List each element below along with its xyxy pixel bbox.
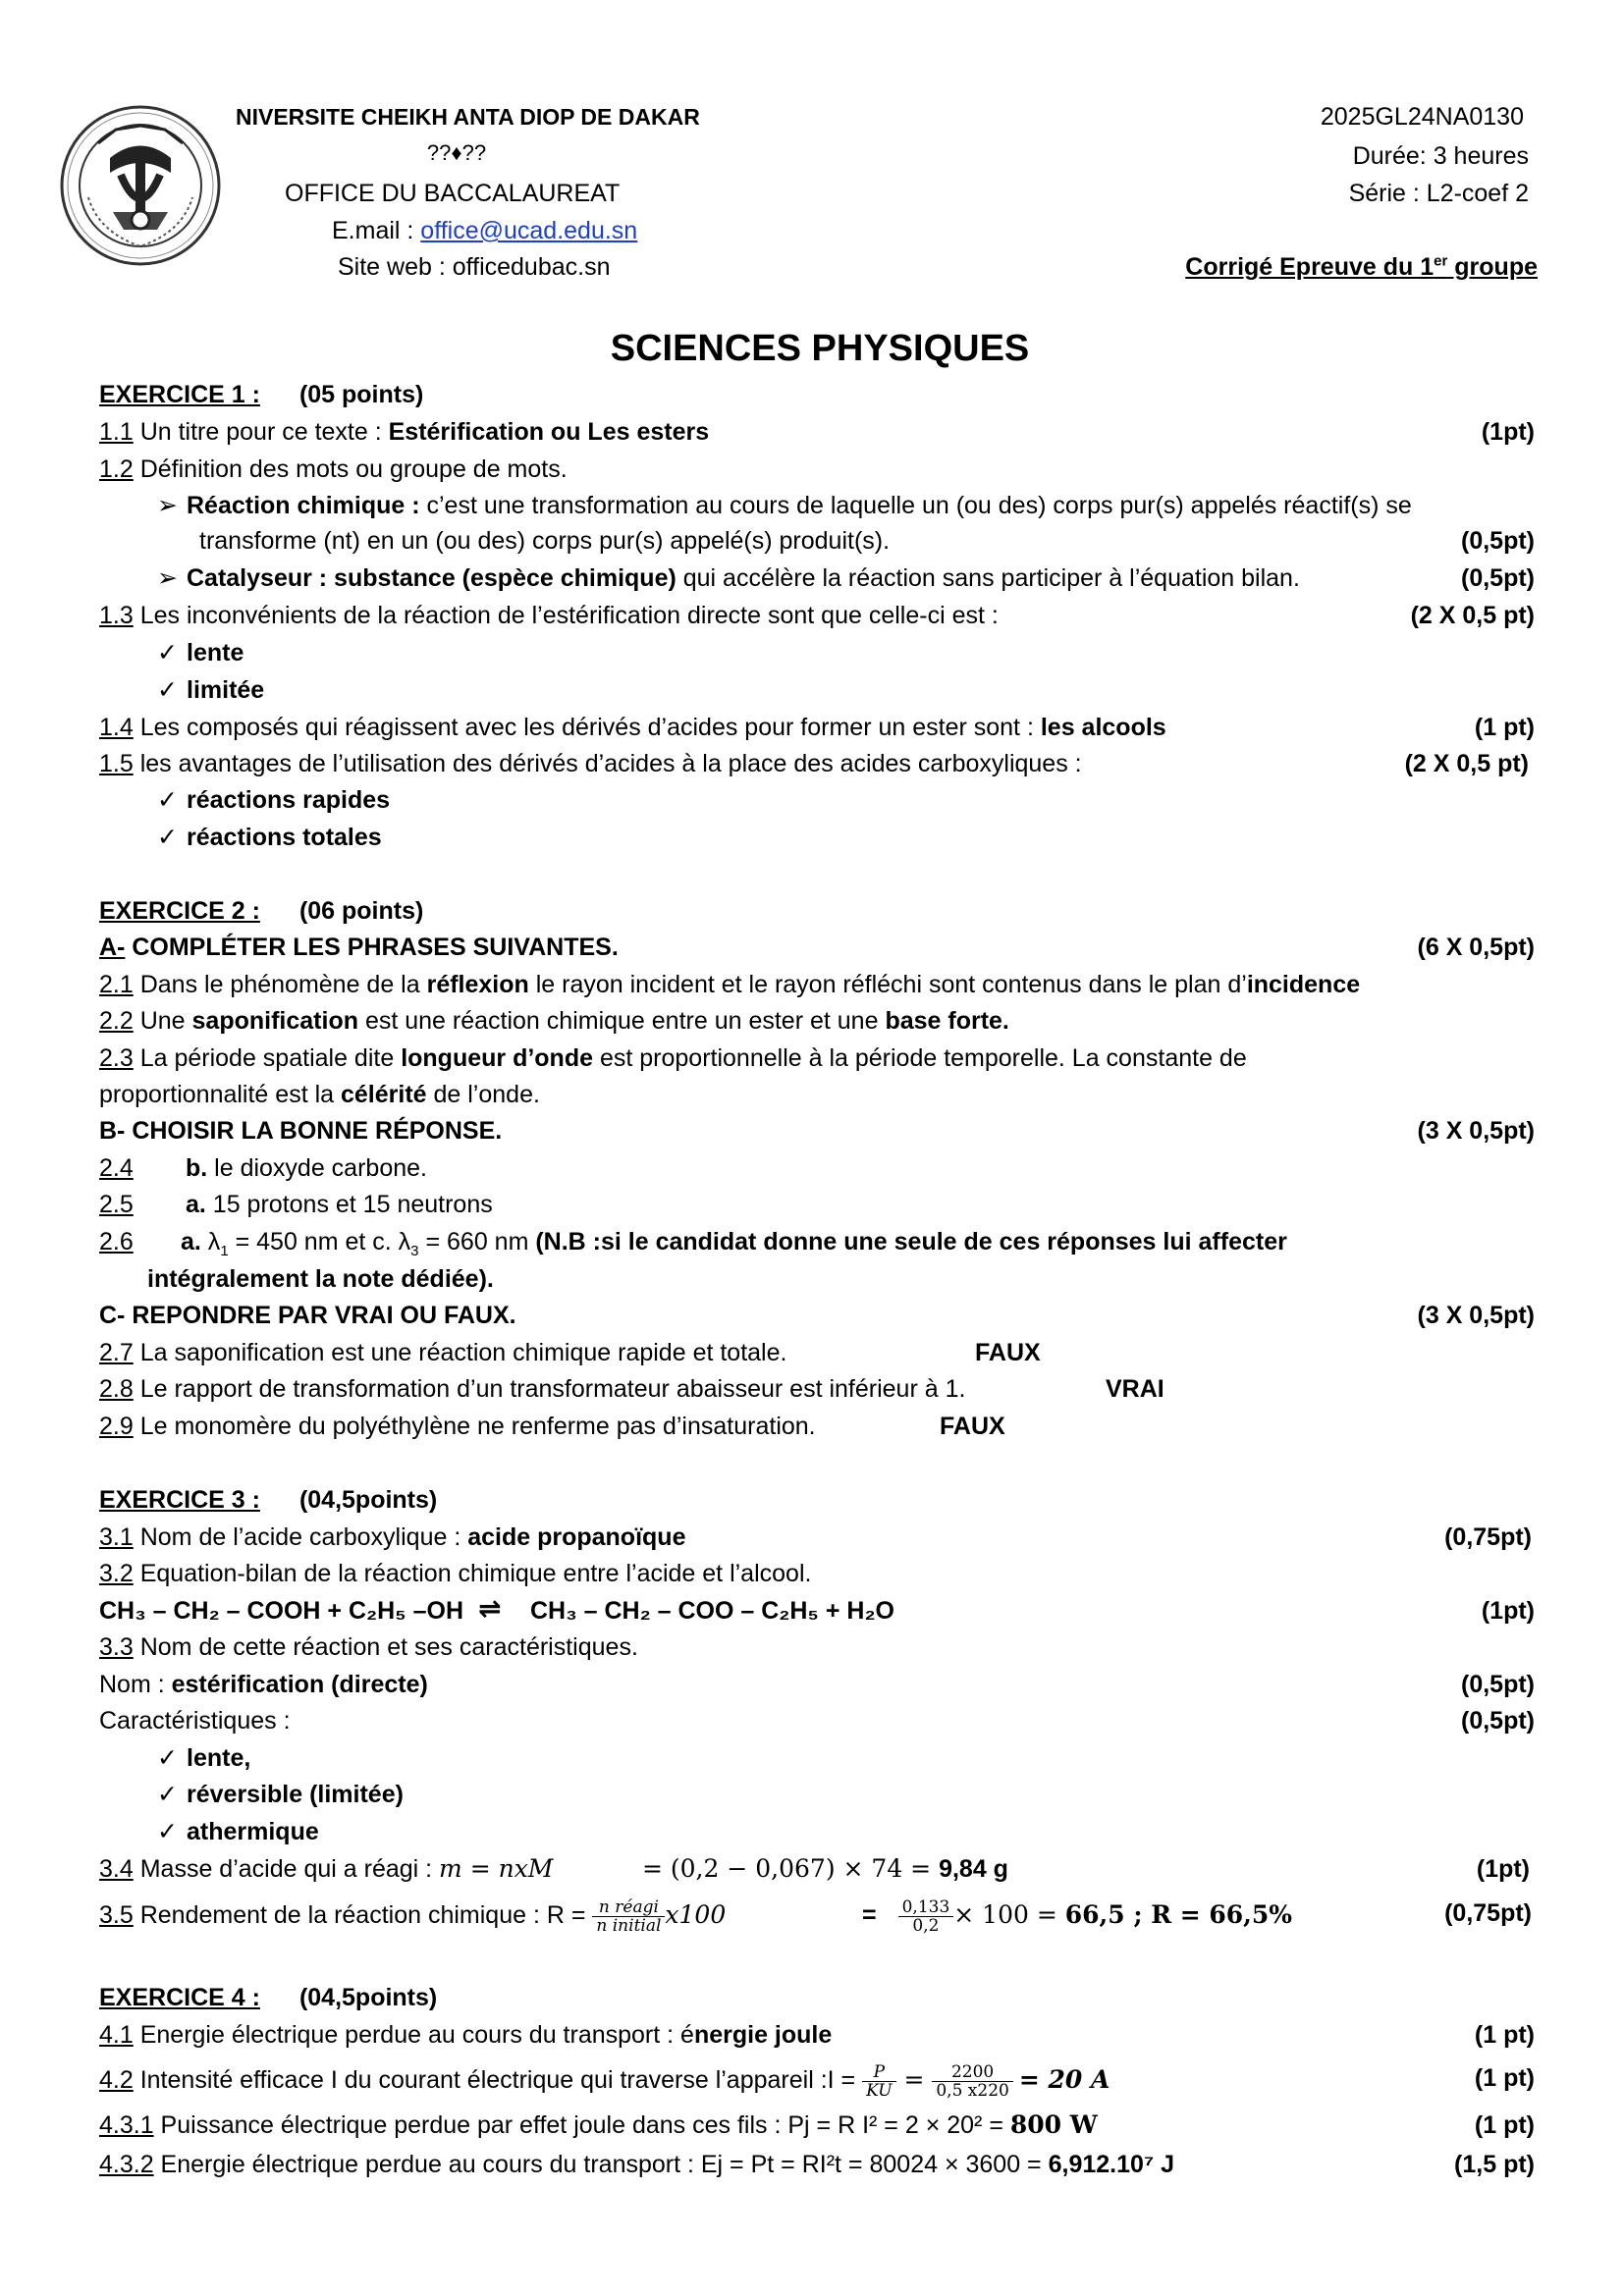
- ex4-heading-line: [99, 1983, 437, 2012]
- def1-points: (0,5pt): [1461, 527, 1535, 555]
- check-icon: ✓: [157, 786, 178, 814]
- def1-term: Réaction chimique :: [187, 492, 420, 519]
- q21-number: 2.1: [99, 971, 134, 998]
- q22-number: 2.2: [99, 1007, 134, 1035]
- q22-line: [99, 1006, 1009, 1036]
- q28-answer: VRAI: [1106, 1375, 1164, 1403]
- exam-duration: Durée: 3 heures: [1352, 142, 1529, 170]
- q33-number: 3.3: [99, 1633, 134, 1661]
- carac-c-text: athermique: [187, 1818, 319, 1845]
- q35-fraction2-num: 0,133: [898, 1898, 954, 1917]
- nom-answer: estérification (directe): [171, 1671, 428, 1698]
- q432-points: (1,5 pt): [1454, 2151, 1535, 2178]
- q26-line1: [99, 1227, 1287, 1259]
- q41-text: Energie électrique perdue au cours du transport : é: [133, 2021, 694, 2049]
- section-a-text: COMPLÉTER LES PHRASES SUIVANTES.: [125, 934, 619, 961]
- q31-points: (0,75pt): [1444, 1523, 1532, 1551]
- q11-text: Un titre pour ce texte :: [133, 418, 389, 446]
- ex2-heading: EXERCICE 2 :: [99, 897, 260, 925]
- corrige-end: groupe: [1447, 253, 1538, 281]
- university-seal-logo: [59, 104, 222, 267]
- q15-line: [99, 749, 1082, 778]
- q32-number: 3.2: [99, 1560, 134, 1587]
- q23-line1: [99, 1043, 1247, 1073]
- q12-text: Définition des mots ou groupe de mots.: [133, 455, 568, 483]
- q21-text2: le rayon incident et le rayon réfléchi sont contenus dans le plan d’: [528, 971, 1247, 998]
- q31-line: [99, 1522, 685, 1552]
- def1-line1: [157, 491, 1412, 520]
- q34-formula: m = nxM: [439, 1854, 554, 1883]
- q35-fraction: [592, 1898, 665, 1935]
- q14-answer: les alcools: [1040, 714, 1166, 741]
- corrige-sup: er: [1434, 252, 1448, 270]
- def2-term: Catalyseur : substance (espèce chimique): [187, 564, 677, 592]
- q15-text: les avantages de l’utilisation des dérivés d’acides à la place des acides carboxyliques :: [133, 750, 1082, 777]
- q35-fraction-num: n réagi: [592, 1898, 665, 1917]
- q431-line: [99, 2110, 1098, 2140]
- section-c-title: C- REPONDRE PAR VRAI OU FAUX.: [99, 1302, 516, 1329]
- q25-letter: a.: [186, 1191, 206, 1218]
- q35-answer: 66,5 ; R = 66,5%: [1064, 1900, 1293, 1930]
- q432-line: [99, 2150, 1174, 2179]
- q35-fraction2-den: 0,2: [912, 1916, 940, 1936]
- q33-text: Nom de cette réaction et ses caractéristiques.: [133, 1633, 638, 1661]
- q21-text1: Dans le phénomène de la: [133, 971, 427, 998]
- carac-a-text: lente,: [187, 1744, 251, 1772]
- q23-line2-text1: proportionnalité est la: [99, 1081, 341, 1108]
- q24-line: [99, 1153, 427, 1183]
- q28-text: Le rapport de transformation d’un transformateur abaisseur est inférieur à 1.: [133, 1375, 966, 1403]
- q14-text: Les composés qui réagissent avec les dérivés d’acides pour former un ester sont :: [133, 714, 1041, 741]
- section-c-points: (3 X 0,5pt): [1417, 1302, 1535, 1329]
- q21-answer1: réflexion: [426, 971, 529, 998]
- q33-line: [99, 1632, 638, 1662]
- q13-answer-a: [157, 638, 244, 667]
- check-icon: ✓: [157, 824, 178, 851]
- q13-text: Les inconvénients de la réaction de l’estérification directe sont que celle-ci est :: [133, 602, 999, 629]
- section-b-title: B- CHOISIR LA BONNE RÉPONSE.: [99, 1117, 503, 1145]
- q41-answer: nergie joule: [693, 2021, 833, 2049]
- equation-points: (1pt): [1481, 1597, 1535, 1625]
- q26-note2: intégralement la note dédiée).: [147, 1265, 494, 1293]
- q42-line: 4.2 Intensité efficace I du courant électrique qui traverse l’appareil :I = $\frac{P}{KU}$ = $\frac{2200}{0,5 x220}$ = 20 A: [99, 2062, 1110, 2101]
- equation-left: CH₃ – CH₂ – COOH + C₂H₅ –OH: [99, 1597, 463, 1625]
- q31-text: Nom de l’acide carboxylique :: [133, 1523, 468, 1551]
- q42-fraction2-den: 0,5 x220: [936, 2081, 1009, 2101]
- q41-points: (1 pt): [1474, 2021, 1535, 2049]
- arrow-bullet-icon: ➢: [157, 492, 178, 519]
- section-a-prefix: A-: [99, 934, 126, 961]
- q23-answer1: longueur d’onde: [401, 1044, 594, 1072]
- def1-text: c’est une transformation au cours de laquelle un (ou des) corps pur(s) appelés réactif(s) se: [419, 492, 1412, 519]
- arrow-bullet-icon: ➢: [157, 564, 178, 592]
- q29-answer: FAUX: [940, 1413, 1005, 1440]
- website-line: Site web : officedubac.sn: [338, 253, 611, 281]
- q432-text: Energie électrique perdue au cours du transport : Ej = Pt = RI²t = 80024 × 3600 =: [153, 2151, 1049, 2178]
- def2-points: (0,5pt): [1461, 564, 1535, 592]
- q13-a-text: lente: [187, 639, 244, 667]
- carac-points: (0,5pt): [1461, 1707, 1535, 1735]
- q32-text: Equation-bilan de la réaction chimique entre l’acide et l’alcool.: [133, 1560, 812, 1587]
- ex1-heading: EXERCICE 1 :: [99, 381, 260, 408]
- q24-number: 2.4: [99, 1154, 134, 1182]
- q35-x100: x100: [665, 1900, 727, 1930]
- q14-line: [99, 713, 1166, 742]
- q35-points: (0,75pt): [1444, 1899, 1532, 1927]
- q11-line: [99, 417, 709, 447]
- q35-fraction2: [898, 1898, 954, 1935]
- ex3-heading-line: [99, 1485, 437, 1515]
- q23-line2-text2: de l’onde.: [426, 1081, 540, 1108]
- q23-text2: est proportionnelle à la période temporelle. La constante de: [593, 1044, 1247, 1072]
- q25-text: 15 protons et 15 neutrons: [205, 1191, 493, 1218]
- office-name: OFFICE DU BACCALAUREAT: [285, 180, 621, 207]
- q21-line: [99, 970, 1360, 999]
- q34-calc-line: [642, 1854, 1008, 1884]
- q27-line: [99, 1338, 786, 1367]
- q14-number: 1.4: [99, 714, 134, 741]
- carac-a: [157, 1743, 250, 1773]
- q41-number: 4.1: [99, 2021, 134, 2049]
- q13-line: [99, 601, 999, 630]
- q42-fraction2-num: 2200: [932, 2063, 1012, 2082]
- q34-text: Masse d’acide qui a réagi :: [133, 1855, 440, 1883]
- ex4-heading: EXERCICE 4 :: [99, 1984, 260, 2011]
- q24-text: le dioxyde carbone.: [207, 1154, 427, 1182]
- email-link[interactable]: office@ucad.edu.sn: [420, 217, 638, 244]
- q24-letter: b.: [186, 1154, 208, 1182]
- equilibrium-arrow-icon: ⇌: [478, 1593, 502, 1624]
- carac-c: [157, 1817, 319, 1846]
- q23-answer2: célérité: [340, 1081, 427, 1108]
- q26-letter: a.: [181, 1228, 201, 1255]
- q15-points: (2 X 0,5 pt): [1404, 750, 1529, 777]
- equation-right: CH₃ – CH₂ – COO – C₂H₅ + H₂O: [530, 1597, 894, 1625]
- check-icon: ✓: [157, 1744, 178, 1772]
- check-icon: ✓: [157, 676, 178, 704]
- q34-calc: = (0,2 − 0,067) × 74 =: [642, 1854, 940, 1883]
- q15-number: 1.5: [99, 750, 134, 777]
- nom-points: (0,5pt): [1461, 1671, 1535, 1698]
- q35-text: Rendement de la réaction chimique : R =: [133, 1901, 593, 1930]
- q42-points: (1 pt): [1474, 2064, 1535, 2092]
- q28-number: 2.8: [99, 1375, 134, 1403]
- ex3-heading: EXERCICE 3 :: [99, 1486, 260, 1514]
- ex3-points: (04,5points): [298, 1486, 438, 1514]
- q34-answer: 9,84 g: [939, 1855, 1008, 1883]
- q42-fraction1-num: P: [862, 2063, 895, 2082]
- q22-text1: Une: [133, 1007, 192, 1035]
- q26-sub1: 1: [220, 1243, 229, 1259]
- q26-sub2: 3: [410, 1243, 419, 1259]
- q26-text2: = 450 nm et c. λ: [228, 1228, 411, 1255]
- q27-text: La saponification est une réaction chimique rapide et totale.: [133, 1339, 787, 1366]
- check-icon: ✓: [157, 639, 178, 667]
- q26-note1: (N.B :si le candidat donne une seule de ces réponses lui affecter: [535, 1228, 1287, 1255]
- q21-answer2: incidence: [1246, 971, 1361, 998]
- def2-text: qui accélère la réaction sans participer à l’équation bilan.: [676, 564, 1300, 592]
- q26-text3: = 660 nm: [418, 1228, 536, 1255]
- q13-points: (2 X 0,5 pt): [1410, 602, 1535, 629]
- q25-line: [99, 1190, 493, 1219]
- q15-answer-a: [157, 785, 390, 815]
- q15-a-text: réactions rapides: [187, 786, 391, 814]
- q11-number: 1.1: [99, 418, 134, 446]
- corrige-text: Corrigé Epreuve du 1: [1185, 253, 1435, 281]
- nom-label: Nom :: [99, 1671, 172, 1698]
- q432-number: 4.3.2: [99, 2151, 154, 2178]
- def1-line2: transforme (nt) en un (ou des) corps pur(s) appelé(s) produit(s).: [199, 527, 891, 555]
- q22-answer2: base forte.: [885, 1007, 1009, 1035]
- q22-answer1: saponification: [191, 1007, 358, 1035]
- q13-answer-b: [157, 675, 264, 705]
- nom-line: [99, 1670, 428, 1699]
- check-icon: ✓: [157, 1818, 178, 1845]
- q42-text: Intensité efficace I du courant électrique qui traverse l’appareil :I =: [133, 2066, 863, 2095]
- q12-line: [99, 454, 568, 484]
- exam-code: 2025GL24NA0130: [1320, 103, 1524, 131]
- q41-line: [99, 2020, 832, 2050]
- q431-text: Puissance électrique perdue par effet joule dans ces fils : Pj = R I² = 2 × 20² =: [153, 2111, 1010, 2139]
- q431-answer: 800 W: [1009, 2110, 1098, 2139]
- q31-number: 3.1: [99, 1523, 134, 1551]
- q42-answer: = 20 A: [1018, 2065, 1110, 2095]
- q431-points: (1 pt): [1474, 2111, 1535, 2139]
- q34-line: [99, 1854, 553, 1884]
- ex1-points: (05 points): [298, 381, 424, 408]
- ex2-points: (06 points): [298, 897, 424, 925]
- corrige-label: [1080, 252, 1538, 282]
- page-title: SCIENCES PHYSIQUES: [610, 328, 1030, 369]
- q432-answer: 6,912.10⁷ J: [1048, 2151, 1175, 2178]
- q11-points: (1pt): [1481, 418, 1535, 446]
- ex1-heading-line: [99, 380, 423, 409]
- q22-text2: est une réaction chimique entre un ester et une: [358, 1007, 886, 1035]
- email-label: E.mail :: [332, 217, 421, 244]
- q32-line: [99, 1559, 811, 1588]
- q27-number: 2.7: [99, 1339, 134, 1366]
- q31-answer: acide propanoïque: [467, 1523, 686, 1551]
- section-b-points: (3 X 0,5pt): [1417, 1117, 1535, 1145]
- q28-line: [99, 1374, 965, 1404]
- q29-text: Le monomère du polyéthylène ne renferme pas d’insaturation.: [133, 1413, 816, 1440]
- q11-answer: Estérification ou Les esters: [388, 418, 710, 446]
- section-a-title: [99, 933, 619, 962]
- q35-result: × 100 =: [953, 1900, 1065, 1930]
- q23-number: 2.3: [99, 1044, 134, 1072]
- q13-number: 1.3: [99, 602, 134, 629]
- q26-text1: λ: [200, 1228, 221, 1255]
- q35-calc-line: [862, 1898, 1292, 1935]
- q42-number: 4.2: [99, 2066, 134, 2095]
- q27-answer: FAUX: [975, 1339, 1041, 1366]
- header-ornament: ??♦??: [426, 140, 487, 165]
- q23-text1: La période spatiale dite: [133, 1044, 402, 1072]
- q431-number: 4.3.1: [99, 2111, 154, 2139]
- q13-b-text: limitée: [187, 676, 265, 704]
- q42-fraction1: [862, 2063, 895, 2100]
- q15-answer-b: [157, 823, 382, 852]
- email-line: [332, 216, 637, 245]
- q35-number: 3.5: [99, 1901, 134, 1930]
- carac-b: [157, 1780, 404, 1809]
- q35-equal: =: [862, 1901, 877, 1930]
- def2-line: [157, 563, 1300, 593]
- q29-number: 2.9: [99, 1413, 134, 1440]
- q34-number: 3.4: [99, 1855, 134, 1883]
- q42-fraction1-den: KU: [866, 2081, 893, 2101]
- university-name: NIVERSITE CHEIKH ANTA DIOP DE DAKAR: [236, 104, 700, 130]
- q25-number: 2.5: [99, 1191, 134, 1218]
- carac-label: Caractéristiques :: [99, 1707, 291, 1735]
- q42-fraction2: [932, 2063, 1012, 2100]
- q14-points: (1 pt): [1474, 714, 1535, 741]
- ex4-points: (04,5points): [298, 1984, 438, 2011]
- q35-line: [99, 1898, 726, 1935]
- section-a-points: (6 X 0,5pt): [1417, 934, 1535, 961]
- q15-b-text: réactions totales: [187, 824, 382, 851]
- q35-fraction-den: n initial: [596, 1916, 662, 1936]
- q23-line2: [99, 1080, 540, 1109]
- carac-b-text: réversible (limitée): [187, 1781, 404, 1808]
- q26-number: 2.6: [99, 1228, 134, 1255]
- q34-points: (1pt): [1476, 1855, 1530, 1883]
- q29-line: [99, 1412, 816, 1441]
- exam-serie: Série : L2-coef 2: [1348, 180, 1529, 207]
- ex2-heading-line: [99, 896, 423, 926]
- check-icon: ✓: [157, 1781, 178, 1808]
- q12-number: 1.2: [99, 455, 134, 483]
